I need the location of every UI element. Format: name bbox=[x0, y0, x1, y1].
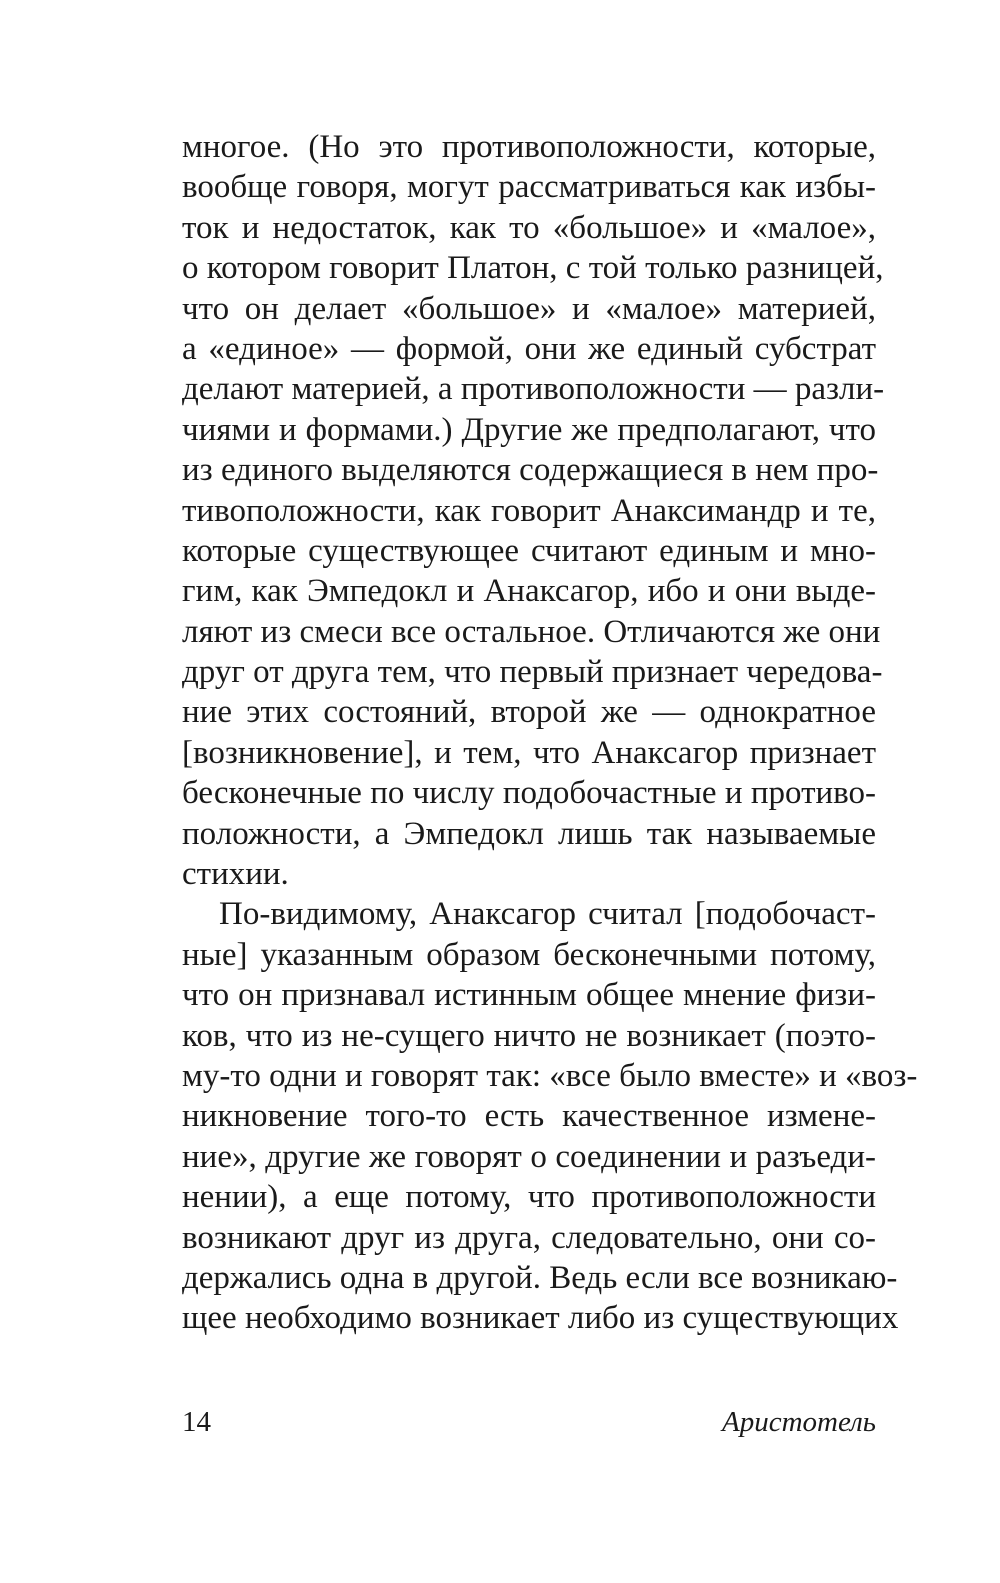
text-line: чиями и формами.) Другие же предполагают, что bbox=[182, 411, 876, 448]
text-line: стихии. bbox=[182, 856, 289, 893]
text-line: му-то одни и говорят так: «все было вместе» и «воз- bbox=[182, 1057, 918, 1094]
text-line: многое. (Но это противоположности, которые, bbox=[182, 129, 876, 165]
text-line: никновение того-то есть качественное измене- bbox=[182, 1098, 876, 1135]
text-line: ляют из смеси все остальное. Отличаются же они bbox=[182, 613, 881, 650]
text-line: гим, как Эмпедокл и Анаксагор, ибо и они выде- bbox=[182, 573, 876, 610]
text-line: что он признавал истинным общее мнение физи- bbox=[182, 977, 876, 1014]
text-line: держались одна в другой. Ведь если все возникаю- bbox=[182, 1259, 898, 1296]
text-line: а «единое» — формой, они же единый субстрат bbox=[182, 330, 876, 367]
text-line: друг от друга тем, что первый признает чередова- bbox=[182, 654, 883, 691]
text-line: ток и недостаток, как то «большое» и «малое», bbox=[182, 209, 876, 246]
text-line: бесконечные по числу подобочастные и противо- bbox=[182, 775, 876, 812]
text-line: нении), а еще потому, что противоположности bbox=[182, 1179, 876, 1216]
text-line: о котором говорит Платон, с той только разницей, bbox=[182, 250, 884, 287]
text-line: По-видимому, Анаксагор считал [подобочаст- bbox=[219, 896, 876, 933]
text-line: которые существующее считают единым и мно- bbox=[182, 532, 876, 569]
text-line: ков, что из не-сущего ничто не возникает (поэто- bbox=[182, 1017, 876, 1054]
text-line: из единого выделяются содержащиеся в нем про- bbox=[182, 452, 879, 489]
text-line: что он делает «большое» и «малое» материей, bbox=[182, 290, 876, 327]
page-footer bbox=[182, 1402, 876, 1442]
text-line: щее необходимо возникает либо из существующих bbox=[182, 1300, 899, 1337]
running-title: Аристотель bbox=[722, 1406, 876, 1438]
text-line: делают материей, а противоположности — разли- bbox=[182, 371, 885, 408]
text-line: положности, а Эмпедокл лишь так называемые bbox=[182, 815, 876, 852]
text-line: тивоположности, как говорит Анаксимандр и те, bbox=[182, 492, 876, 529]
text-line: ные] указанным образом бесконечными потому, bbox=[182, 936, 876, 973]
text-line: ние этих состояний, второй же — однократное bbox=[182, 694, 876, 731]
text-line: [возникновение], и тем, что Анаксагор признает bbox=[182, 734, 876, 771]
text-line: возникают друг из друга, следовательно, они со- bbox=[182, 1219, 876, 1256]
page-number: 14 bbox=[182, 1406, 211, 1438]
body-text bbox=[182, 127, 918, 1339]
text-line: ние», другие же говорят о соединении и разъеди- bbox=[182, 1138, 876, 1175]
text-line: вообще говоря, могут рассматриваться как избы- bbox=[182, 169, 876, 206]
